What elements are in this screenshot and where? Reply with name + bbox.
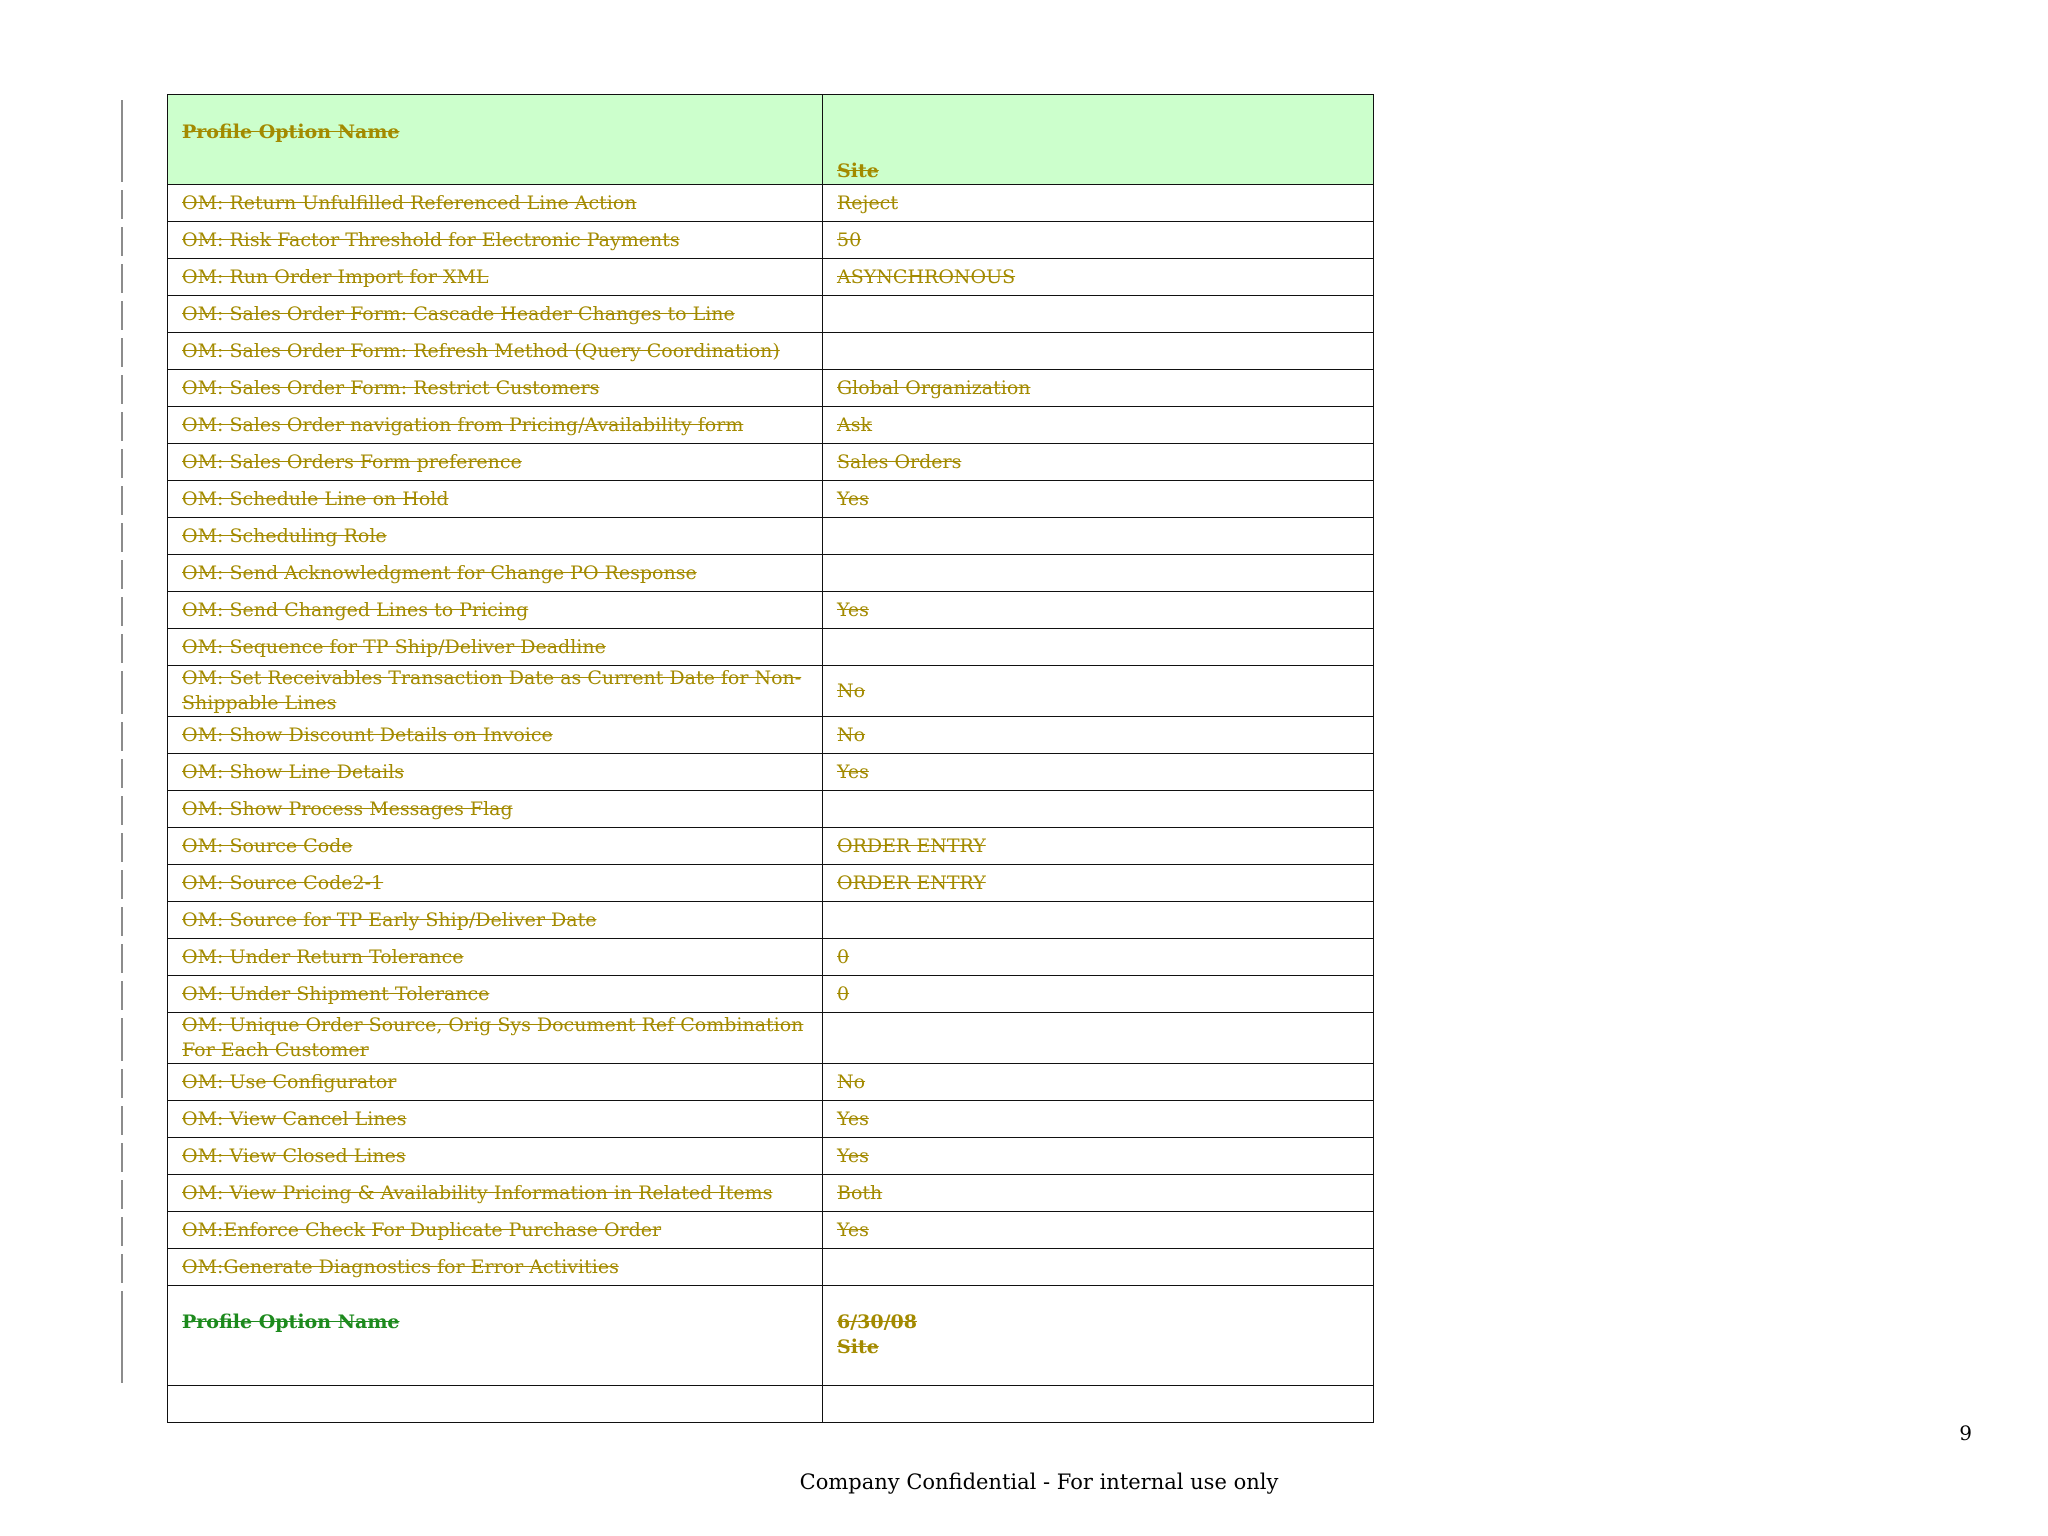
profile-option-name-cell: OM: Scheduling Role [168, 518, 823, 555]
table-row [168, 481, 1374, 518]
profile-option-name-cell: OM: Under Shipment Tolerance [168, 976, 823, 1013]
site-value-cell: Reject [823, 185, 1374, 222]
header-site: Site [823, 95, 1374, 185]
change-bar [121, 1106, 123, 1135]
profile-option-name-cell: OM: Return Unfulfilled Referenced Line Action [168, 185, 823, 222]
table-header-row [168, 95, 1374, 185]
repeated-header-site: Site [837, 1336, 879, 1358]
table-row [168, 333, 1374, 370]
repeated-header-date: 6/30/08 [837, 1311, 917, 1333]
change-bar [121, 671, 123, 714]
table-row [168, 717, 1374, 754]
table-row [168, 222, 1374, 259]
site-value-cell: No [823, 1064, 1374, 1101]
table-row [168, 939, 1374, 976]
table-row [168, 791, 1374, 828]
table-row [168, 754, 1374, 791]
change-bar [121, 1143, 123, 1172]
site-value-cell: No [823, 666, 1374, 717]
table-row [168, 1064, 1374, 1101]
change-bar [121, 560, 123, 589]
change-bar [121, 264, 123, 293]
profile-option-name-cell: OM: Schedule Line on Hold [168, 481, 823, 518]
site-value-cell: ORDER ENTRY [823, 828, 1374, 865]
table-row [168, 518, 1374, 555]
table-row [168, 976, 1374, 1013]
profile-option-name-cell: OM: Unique Order Source, Orig Sys Document Ref Combination For Each Customer [168, 1013, 823, 1064]
site-value-cell [823, 1013, 1374, 1064]
site-value-cell: Global Organization [823, 370, 1374, 407]
table-row [168, 592, 1374, 629]
change-bar [121, 1254, 123, 1283]
site-value-cell: Both [823, 1175, 1374, 1212]
profile-option-name-cell: OM: View Pricing & Availability Information in Related Items [168, 1175, 823, 1212]
profile-option-name-cell: OM: Set Receivables Transaction Date as Current Date for Non-Shippable Lines [168, 666, 823, 717]
profile-option-name-cell: OM: Under Return Tolerance [168, 939, 823, 976]
change-bar [121, 227, 123, 256]
change-bar [121, 1180, 123, 1209]
profile-option-name-cell: OM: Source for TP Early Ship/Deliver Date [168, 902, 823, 939]
profile-option-name-cell: OM: Source Code [168, 828, 823, 865]
table-row [168, 1212, 1374, 1249]
change-bar [121, 1018, 123, 1061]
change-bar [121, 1069, 123, 1098]
change-bar [121, 796, 123, 825]
profile-option-name-cell: OM: Sales Order Form: Restrict Customers [168, 370, 823, 407]
table-row [168, 555, 1374, 592]
change-bar [121, 449, 123, 478]
table-row [168, 259, 1374, 296]
site-value-cell: No [823, 717, 1374, 754]
change-bar [121, 870, 123, 899]
change-bar [121, 981, 123, 1010]
change-bar [121, 634, 123, 663]
site-value-cell: Yes [823, 1138, 1374, 1175]
site-value-cell: Yes [823, 481, 1374, 518]
site-value-cell: Yes [823, 1101, 1374, 1138]
profile-option-name-cell: OM: Risk Factor Threshold for Electronic Payments [168, 222, 823, 259]
empty-cell [168, 1386, 823, 1423]
site-value-cell [823, 1249, 1374, 1286]
change-bar [121, 412, 123, 441]
profile-option-name-cell: OM: Sales Order navigation from Pricing/Availability form [168, 407, 823, 444]
table-row [168, 1101, 1374, 1138]
profile-option-name-cell: OM: Source Code2-1 [168, 865, 823, 902]
header-profile-option-name: Profile Option Name [168, 95, 823, 185]
change-bar [121, 833, 123, 862]
table-row [168, 902, 1374, 939]
change-bar [121, 1217, 123, 1246]
page-number: 9 [1959, 1421, 1972, 1445]
profile-option-name-cell: OM: Sales Order Form: Refresh Method (Query Coordination) [168, 333, 823, 370]
profile-options-table [167, 94, 1374, 1423]
change-bar [121, 523, 123, 552]
site-value-cell: 0 [823, 976, 1374, 1013]
table-row [168, 370, 1374, 407]
repeated-header-profile-option-name: Profile Option Name [168, 1286, 823, 1386]
change-bar [121, 100, 123, 182]
change-bar [121, 486, 123, 515]
profile-option-name-cell: OM: View Closed Lines [168, 1138, 823, 1175]
table-row [168, 296, 1374, 333]
table-row [168, 629, 1374, 666]
profile-option-name-cell: OM:Generate Diagnostics for Error Activities [168, 1249, 823, 1286]
repeated-header-row [168, 1286, 1374, 1386]
table-row [168, 444, 1374, 481]
site-value-cell [823, 296, 1374, 333]
change-bar [121, 301, 123, 330]
profile-option-name-cell: OM: View Cancel Lines [168, 1101, 823, 1138]
site-value-cell: Sales Orders [823, 444, 1374, 481]
change-bar [121, 759, 123, 788]
page-footer: Company Confidential - For internal use only [799, 1470, 1279, 1494]
table-row [168, 666, 1374, 717]
site-value-cell: Yes [823, 1212, 1374, 1249]
change-bar [121, 338, 123, 367]
change-bar [121, 944, 123, 973]
table-row [168, 407, 1374, 444]
profile-option-name-cell: OM:Enforce Check For Duplicate Purchase Order [168, 1212, 823, 1249]
table-row [168, 185, 1374, 222]
profile-option-name-cell: OM: Send Changed Lines to Pricing [168, 592, 823, 629]
table-row [168, 1138, 1374, 1175]
change-bar [121, 597, 123, 626]
site-value-cell: Ask [823, 407, 1374, 444]
profile-option-name-cell: OM: Show Discount Details on Invoice [168, 717, 823, 754]
site-value-cell: 50 [823, 222, 1374, 259]
site-value-cell: Yes [823, 754, 1374, 791]
profile-option-name-cell: OM: Sales Orders Form preference [168, 444, 823, 481]
site-value-cell [823, 629, 1374, 666]
site-value-cell [823, 902, 1374, 939]
site-value-cell [823, 791, 1374, 828]
profile-option-name-cell: OM: Sales Order Form: Cascade Header Changes to Line [168, 296, 823, 333]
site-value-cell [823, 333, 1374, 370]
table-row [168, 1013, 1374, 1064]
profile-option-name-cell: OM: Show Process Messages Flag [168, 791, 823, 828]
profile-option-name-cell: OM: Use Configurator [168, 1064, 823, 1101]
change-bar [121, 1291, 123, 1383]
change-bar [121, 375, 123, 404]
change-bar [121, 722, 123, 751]
change-bar [121, 190, 123, 219]
empty-row [168, 1386, 1374, 1423]
site-value-cell [823, 518, 1374, 555]
profile-option-name-cell: OM: Sequence for TP Ship/Deliver Deadline [168, 629, 823, 666]
repeated-header-site-cell [823, 1286, 1374, 1386]
table-row [168, 1175, 1374, 1212]
revision-change-bars [121, 95, 125, 1371]
site-value-cell: 0 [823, 939, 1374, 976]
profile-option-name-cell: OM: Send Acknowledgment for Change PO Response [168, 555, 823, 592]
empty-cell [823, 1386, 1374, 1423]
profile-option-name-cell: OM: Run Order Import for XML [168, 259, 823, 296]
site-value-cell [823, 555, 1374, 592]
table-row [168, 828, 1374, 865]
profile-option-name-cell: OM: Show Line Details [168, 754, 823, 791]
site-value-cell: ASYNCHRONOUS [823, 259, 1374, 296]
table-row [168, 865, 1374, 902]
table-row [168, 1249, 1374, 1286]
change-bar [121, 907, 123, 936]
site-value-cell: ORDER ENTRY [823, 865, 1374, 902]
site-value-cell: Yes [823, 592, 1374, 629]
